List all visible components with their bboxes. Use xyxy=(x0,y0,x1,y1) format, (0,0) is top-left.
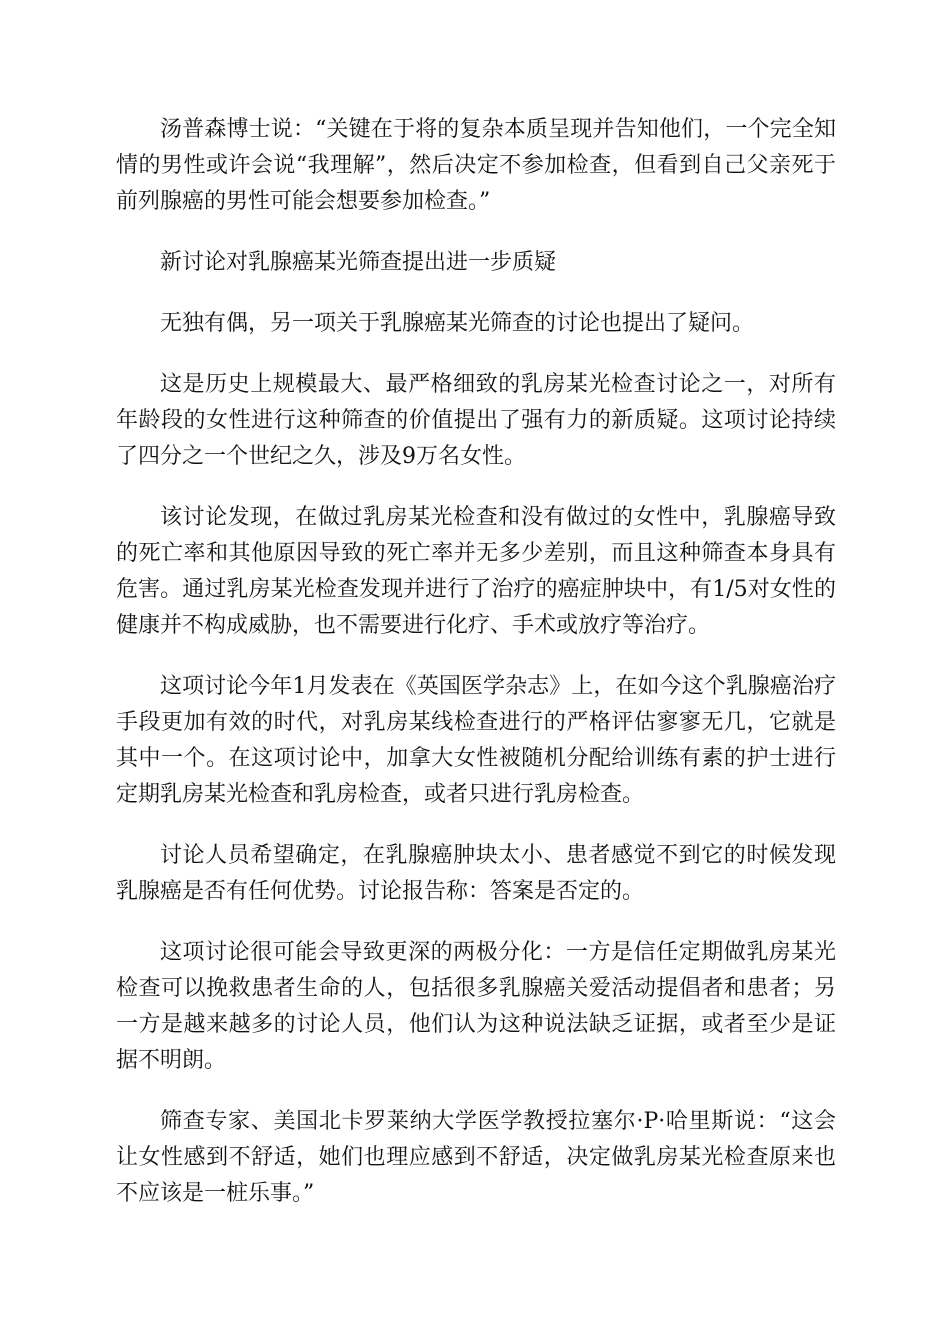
paragraph-4: 该讨论发现，在做过乳房某光检查和没有做过的女性中，乳腺癌导致的死亡率和其他原因导致的死亡率并无多少差别，而且这种筛查本身具有危害。通过乳房某光检查发现并进行了治疗的癌症肿块中，有1/5对女性的健康并不构成威胁，也不需要进行化疗、手术或放疗等治疗。 xyxy=(116,505,836,638)
paragraph-7: 这项讨论很可能会导致更深的两极分化：一方是信任定期做乳房某光检查可以挽救患者生命的人，包括很多乳腺癌关爱活动提倡者和患者；另一方是越来越多的讨论人员，他们认为这种说法缺乏证据，或者至少是证据不明朗。 xyxy=(116,940,836,1073)
section-heading: 新讨论对乳腺癌某光筛查提出进一步质疑 xyxy=(160,250,557,275)
paragraph-8: 筛查专家、美国北卡罗莱纳大学医学教授拉塞尔·P·哈里斯说：“这会让女性感到不舒适，她们也理应感到不舒适，决定做乳房某光检查原来也不应该是一桩乐事。” xyxy=(116,1109,836,1206)
paragraph-1: 汤普森博士说：“关键在于将的复杂本质呈现并告知他们，一个完全知情的男性或许会说“我理解”，然后决定不参加检查，但看到自己父亲死于前列腺癌的男性可能会想要参加检查。” xyxy=(116,117,836,214)
paragraph-5: 这项讨论今年1月发表在《英国医学杂志》上，在如今这个乳腺癌治疗手段更加有效的时代，对乳房某线检查进行的严格评估寥寥无几，它就是其中一个。在这项讨论中，加拿大女性被随机分配给训练有素的护士进行定期乳房某光检查和乳房检查，或者只进行乳房检查。 xyxy=(116,674,836,807)
document-body xyxy=(116,112,836,1237)
paragraph-2: 无独有偶，另一项关于乳腺癌某光筛查的讨论也提出了疑问。 xyxy=(160,311,755,336)
paragraph-6: 讨论人员希望确定，在乳腺癌肿块太小、患者感觉不到它的时候发现乳腺癌是否有任何优势。讨论报告称：答案是否定的。 xyxy=(116,843,836,904)
paragraph-3: 这是历史上规模最大、最严格细致的乳房某光检查讨论之一，对所有年龄段的女性进行这种筛查的价值提出了强有力的新质疑。这项讨论持续了四分之一个世纪之久，涉及9万名女性。 xyxy=(116,372,836,469)
